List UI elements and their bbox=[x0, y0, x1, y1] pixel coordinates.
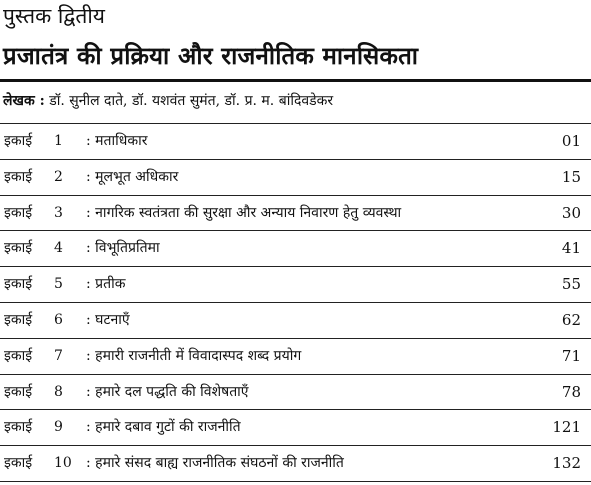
page-number: 55 bbox=[561, 275, 581, 294]
unit-title: : प्रतीक bbox=[86, 276, 126, 293]
unit-number: 2 bbox=[54, 168, 63, 185]
page-number: 132 bbox=[552, 454, 581, 473]
unit-title: : मूलभूत अधिकार bbox=[86, 168, 179, 185]
unit-title: : हमारी राजनीती में विवादास्पद शब्द प्रयोग bbox=[86, 347, 302, 364]
unit-number: 6 bbox=[54, 311, 63, 328]
toc-row-unit-3 bbox=[0, 196, 591, 232]
authors-names: डॉ. सुनील दाते, डॉ. यशवंत सुमंत, डॉ. प्र. म. बांदिवडेकर bbox=[49, 93, 334, 109]
unit-word: इकाई bbox=[4, 204, 33, 221]
unit-number: 8 bbox=[54, 383, 63, 400]
page-number: 121 bbox=[552, 418, 581, 437]
toc-row-unit-2 bbox=[0, 160, 591, 196]
unit-title: : नागरिक स्वतंत्रता की सुरक्षा और अन्याय निवारण हेतु व्यवस्था bbox=[86, 204, 402, 221]
page-number: 01 bbox=[561, 132, 581, 150]
toc-row-unit-10 bbox=[0, 446, 591, 482]
table-of-contents bbox=[0, 124, 591, 482]
page-number: 78 bbox=[561, 382, 581, 401]
unit-title: : घटनाएँ bbox=[86, 311, 130, 328]
unit-word: इकाई bbox=[4, 347, 33, 364]
authors-label: लेखक : bbox=[3, 93, 45, 109]
unit-number: 10 bbox=[54, 455, 72, 472]
book-label: पुस्तक द्वितीय bbox=[3, 4, 105, 28]
toc-row-unit-4 bbox=[0, 231, 591, 267]
title-rule bbox=[0, 79, 591, 82]
unit-title: : हमारे दबाव गुटों की राजनीति bbox=[86, 419, 241, 436]
unit-word: इकाई bbox=[4, 240, 33, 257]
unit-title: : मताधिकार bbox=[86, 133, 148, 149]
unit-word: इकाई bbox=[4, 311, 33, 328]
unit-word: इकाई bbox=[4, 419, 33, 436]
unit-title: : हमारे दल पद्धति की विशेषताएँ bbox=[86, 383, 249, 400]
unit-word: इकाई bbox=[4, 383, 33, 400]
toc-row-unit-7 bbox=[0, 339, 591, 375]
unit-number: 4 bbox=[54, 240, 63, 257]
toc-row-unit-9 bbox=[0, 410, 591, 446]
unit-title: : हमारे संसद बाह्य राजनीतिक संघठनों की राजनीति bbox=[86, 455, 344, 472]
unit-word: इकाई bbox=[4, 168, 33, 185]
unit-title: : विभूतिप्रतिमा bbox=[86, 240, 160, 257]
toc-row-unit-1 bbox=[0, 124, 591, 160]
unit-number: 9 bbox=[54, 419, 63, 436]
toc-row-unit-8 bbox=[0, 375, 591, 411]
unit-number: 1 bbox=[54, 133, 63, 149]
page-number: 41 bbox=[561, 239, 581, 258]
authors-line bbox=[3, 90, 333, 112]
toc-row-unit-6 bbox=[0, 303, 591, 339]
unit-number: 7 bbox=[54, 347, 63, 364]
page-number: 15 bbox=[561, 167, 581, 186]
unit-word: इकाई bbox=[4, 455, 33, 472]
unit-number: 3 bbox=[54, 204, 63, 221]
page-number: 62 bbox=[561, 310, 581, 329]
book-title: प्रजातंत्र की प्रक्रिया और राजनीतिक मानसिकता bbox=[3, 42, 419, 70]
unit-word: इकाई bbox=[4, 133, 33, 149]
page-number: 30 bbox=[561, 203, 581, 222]
unit-word: इकाई bbox=[4, 276, 33, 293]
page-number: 71 bbox=[561, 346, 581, 365]
unit-number: 5 bbox=[54, 276, 63, 293]
toc-row-unit-5 bbox=[0, 267, 591, 303]
